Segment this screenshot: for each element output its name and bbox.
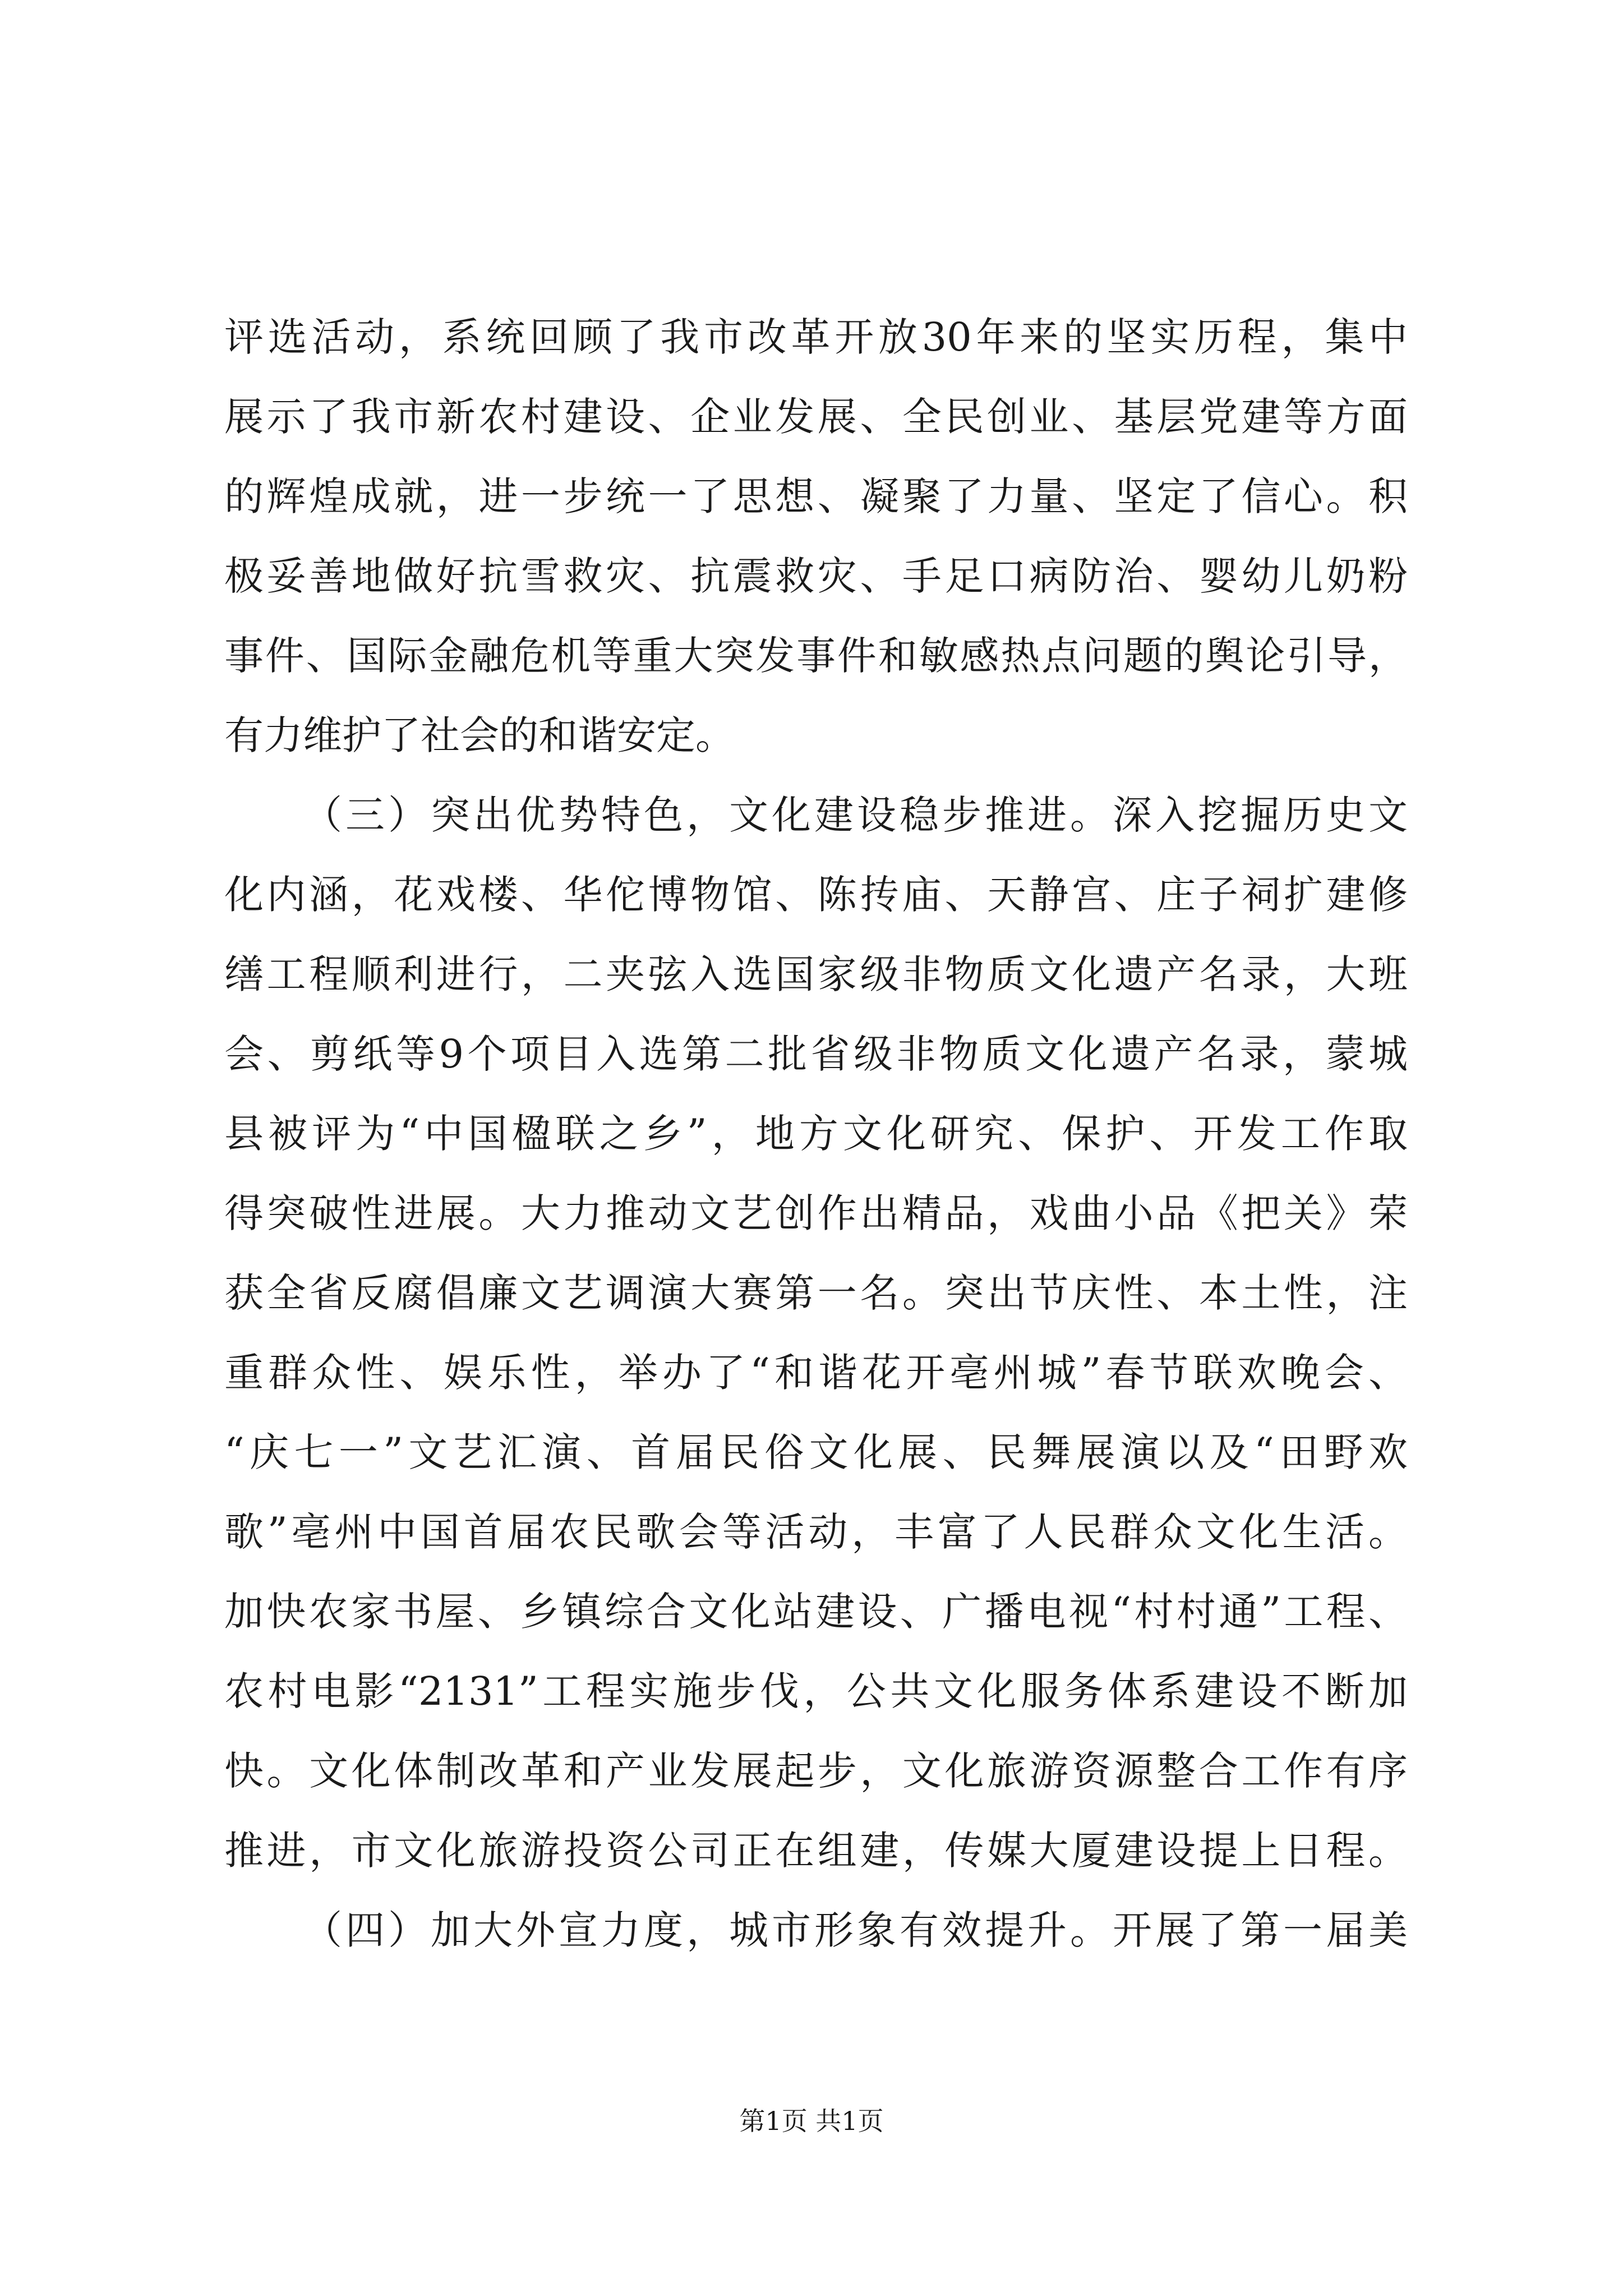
text-line-3: 的辉煌成就，进一步统一了思想、凝聚了力量、坚定了信心。积	[224, 473, 1408, 519]
text-line-16: 歌”亳州中国首届农民歌会等活动，丰富了人民群众文化生活。	[224, 1509, 1408, 1555]
text-line-19: 快。文化体制改革和产业发展起步，文化旅游资源整合工作有序	[224, 1748, 1408, 1794]
text-line-14: 重群众性、娱乐性，举办了“和谐花开亳州城”春节联欢晚会、	[224, 1350, 1408, 1396]
text-line-21-section-four-heading: （四）加大外宣力度，城市形象有效提升。开展了第一届美	[303, 1907, 1408, 1953]
text-line-5: 事件、国际金融危机等重大突发事件和敏感热点问题的舆论引导，	[224, 633, 1408, 679]
text-line-15: “庆七一”文艺汇演、首届民俗文化展、民舞展演以及“田野欢	[224, 1429, 1408, 1475]
text-line-7-section-three-heading: （三）突出优势特色，文化建设稳步推进。深入挖掘历史文	[303, 792, 1408, 838]
text-line-4: 极妥善地做好抗雪救灾、抗震救灾、手足口病防治、婴幼儿奶粉	[224, 553, 1408, 599]
text-line-20: 推进，市文化旅游投资公司正在组建，传媒大厦建设提上日程。	[224, 1828, 1408, 1874]
document-body	[224, 297, 1408, 1970]
text-line-1: 评选活动，系统回顾了我市改革开放30年来的坚实历程，集中	[224, 314, 1408, 360]
text-line-17: 加快农家书屋、乡镇综合文化站建设、广播电视“村村通”工程、	[224, 1589, 1408, 1635]
text-line-9: 缮工程顺利进行，二夹弦入选国家级非物质文化遗产名录，大班	[224, 951, 1408, 997]
text-line-12: 得突破性进展。大力推动文艺创作出精品，戏曲小品《把关》荣	[224, 1190, 1408, 1236]
text-line-6: 有力维护了社会的和谐安定。	[224, 712, 735, 758]
text-line-2: 展示了我市新农村建设、企业发展、全民创业、基层党建等方面	[224, 394, 1408, 440]
text-line-13: 获全省反腐倡廉文艺调演大赛第一名。突出节庆性、本土性，注	[224, 1270, 1408, 1316]
text-line-10: 会、剪纸等9个项目入选第二批省级非物质文化遗产名录，蒙城	[224, 1031, 1408, 1077]
text-line-18: 农村电影“2131”工程实施步伐，公共文化服务体系建设不断加	[224, 1668, 1408, 1714]
text-line-8: 化内涵，花戏楼、华佗博物馆、陈抟庙、天静宫、庄子祠扩建修	[224, 872, 1408, 918]
page-number-footer: 第1页 共1页	[739, 2106, 884, 2136]
text-line-11: 县被评为“中国楹联之乡”，地方文化研究、保护、开发工作取	[224, 1111, 1408, 1157]
